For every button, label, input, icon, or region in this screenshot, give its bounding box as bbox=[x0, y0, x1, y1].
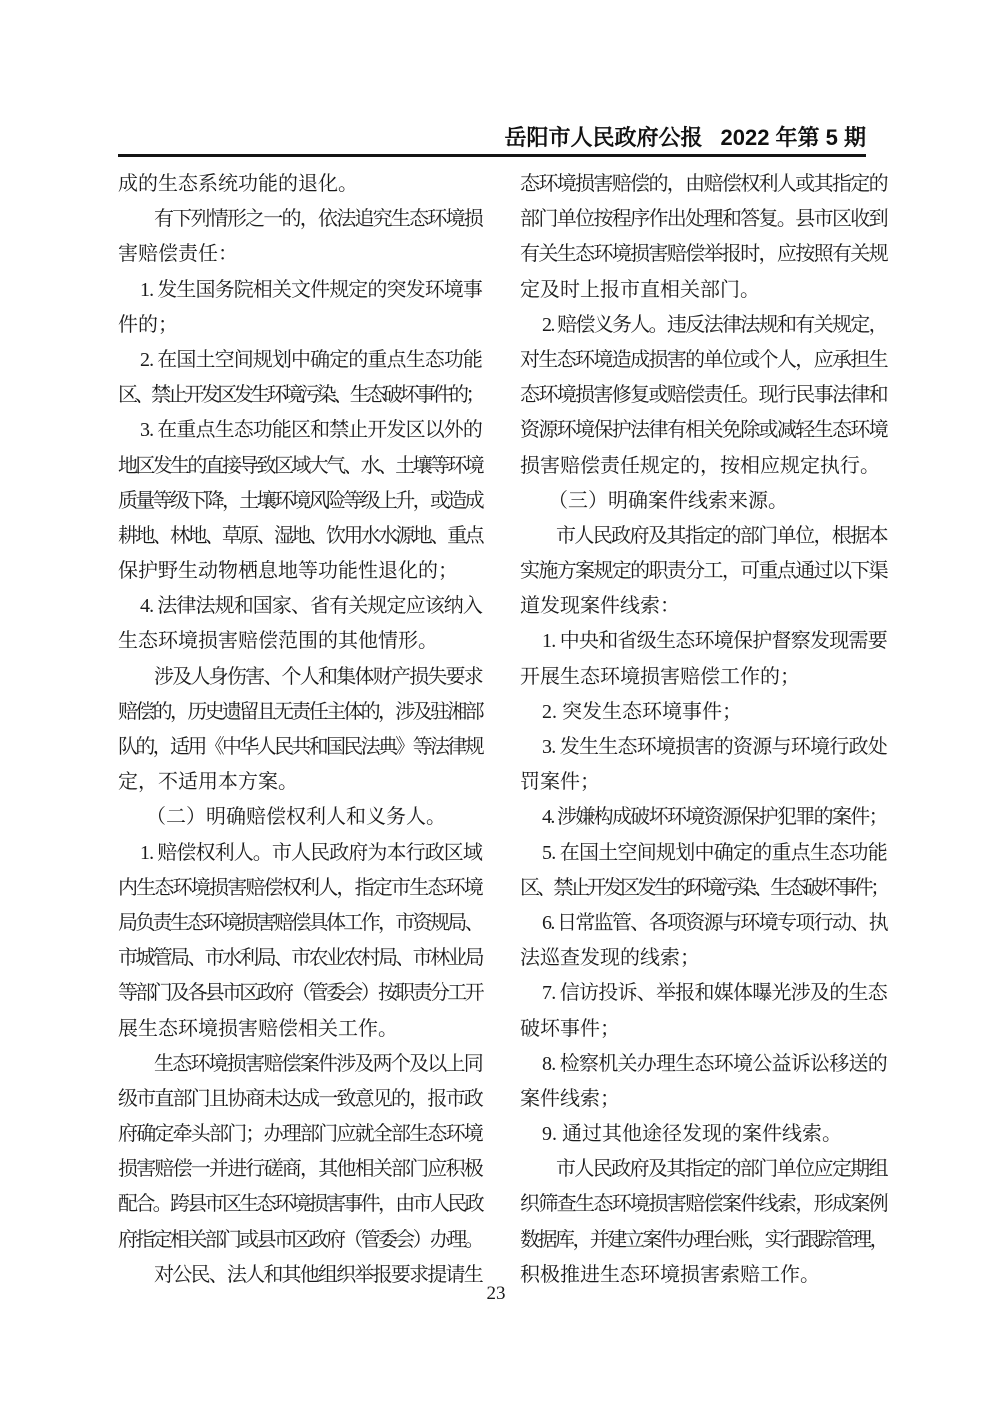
text-line: 损害赔偿责任规定的，按相应规定执行。 bbox=[520, 454, 880, 477]
text-line: 案件线索； bbox=[520, 1087, 620, 1110]
text-line: 1. 赔偿权利人。市人民政府为本行政区域 bbox=[140, 841, 482, 864]
text-line: 罚案件； bbox=[520, 771, 600, 794]
text-line: 1. 发生国务院相关文件规定的突发环境事 bbox=[140, 278, 482, 301]
text-line: 2. 突发生态环境事件； bbox=[542, 700, 742, 723]
text-line: 道发现案件线索： bbox=[520, 595, 680, 618]
text-line: 4. 涉嫌构成破坏环境资源保护犯罪的案件； bbox=[542, 806, 887, 829]
text-line: 损害赔偿一并进行磋商，其他相关部门应积极 bbox=[118, 1158, 482, 1181]
text-line: 定，不适用本方案。 bbox=[118, 771, 298, 794]
text-line: 等部门及各县市区政府（管委会）按职责分工开 bbox=[118, 982, 482, 1005]
page-number: 23 bbox=[486, 1283, 506, 1304]
text-line: 展生态环境损害赔偿相关工作。 bbox=[118, 1017, 398, 1040]
text-line: 资源环境保护法律有相关免除或减轻生态环境 bbox=[520, 419, 887, 442]
text-line: 对公民、法人和其他组织举报要求提请生 bbox=[154, 1263, 482, 1286]
text-line: 队的，适用《中华人民共和国民法典》等法律规 bbox=[118, 736, 482, 758]
text-line: 涉及人身伤害、个人和集体财产损失要求 bbox=[154, 665, 482, 688]
text-line: 2. 在国土空间规划中确定的重点生态功能 bbox=[140, 348, 482, 371]
text-line: 3. 在重点生态功能区和禁止开发区以外的 bbox=[140, 419, 482, 442]
text-line: 6. 日常监管、各项资源与环境专项行动、执 bbox=[542, 911, 887, 934]
text-line: 保护野生动物栖息地等功能性退化的； bbox=[118, 560, 458, 583]
text-line: 耕地、林地、草原、湿地、饮用水水源地、重点 bbox=[118, 524, 482, 547]
gazette-title: 岳阳市人民政府公报 bbox=[504, 125, 703, 150]
text-line: （二）明确赔偿权利人和义务人。 bbox=[146, 806, 446, 829]
text-line: 生态环境损害赔偿案件涉及两个及以上同 bbox=[154, 1052, 482, 1075]
text-line: 市城管局、市水利局、市农业农村局、市林业局 bbox=[118, 947, 482, 970]
text-line: 府确定牵头部门；办理部门应就全部生态环境 bbox=[118, 1123, 482, 1146]
text-line: 成的生态系统功能的退化。 bbox=[118, 173, 358, 195]
text-line: 府指定相关部门或县市区政府（管委会）办理。 bbox=[118, 1228, 482, 1251]
text-line: 7. 信访投诉、举报和媒体曝光涉及的生态 bbox=[542, 982, 887, 1005]
header-rule bbox=[118, 154, 866, 157]
text-line: 3. 发生生态环境损害的资源与环境行政处 bbox=[542, 736, 887, 758]
text-line: 4. 法律法规和国家、省有关规定应该纳入 bbox=[140, 595, 482, 618]
text-line: 内生态环境损害赔偿权利人，指定市生态环境 bbox=[118, 876, 482, 899]
text-line: 局负责生态环境损害赔偿具体工作，市资规局、 bbox=[118, 911, 482, 934]
text-line: 态环境损害赔偿的，由赔偿权利人或其指定的 bbox=[520, 173, 887, 195]
text-line: 赔偿的，历史遗留且无责任主体的，涉及驻湘部 bbox=[118, 700, 482, 723]
text-line: 害赔偿责任： bbox=[118, 243, 238, 266]
text-line: 区、禁止开发区发生环境污染、生态破坏事件的； bbox=[118, 384, 483, 407]
text-line: 2. 赔偿义务人。违反法律法规和有关规定， bbox=[542, 313, 887, 336]
text-line: 5. 在国土空间规划中确定的重点生态功能 bbox=[542, 841, 887, 864]
text-line: 有关生态环境损害赔偿举报时，应按照有关规 bbox=[520, 243, 887, 266]
text-line: 积极推进生态环境损害索赔工作。 bbox=[520, 1263, 820, 1286]
text-line: 实施方案规定的职责分工，可重点通过以下渠 bbox=[520, 560, 887, 583]
text-line: 破坏事件； bbox=[520, 1017, 620, 1040]
text-line: 态环境损害修复或赔偿责任。现行民事法律和 bbox=[520, 384, 887, 407]
text-line: 市人民政府及其指定的部门单位应定期组 bbox=[556, 1158, 888, 1181]
text-line: 织筛查生态环境损害赔偿案件线索，形成案例 bbox=[520, 1193, 887, 1216]
gazette-issue: 2022 年第 5 期 bbox=[720, 125, 866, 150]
text-line: 数据库，并建立案件办理台账，实行跟踪管理， bbox=[520, 1228, 888, 1251]
text-line: 法巡查发现的线索； bbox=[520, 947, 700, 970]
text-line: 定及时上报市直相关部门。 bbox=[520, 278, 760, 301]
text-column-right bbox=[520, 167, 887, 1293]
text-line: 生态环境损害赔偿范围的其他情形。 bbox=[118, 630, 438, 653]
text-line: 区、禁止开发区发生的环境污染、生态破坏事件； bbox=[520, 876, 887, 899]
text-line: 配合。跨县市区生态环境损害事件，由市人民政 bbox=[118, 1193, 482, 1216]
text-line: 部门单位按程序作出处理和答复。县市区收到 bbox=[520, 208, 887, 231]
text-line: 地区发生的直接导致区域大气、水、土壤等环境 bbox=[118, 454, 482, 477]
text-line: 8. 检察机关办理生态环境公益诉讼移送的 bbox=[542, 1052, 887, 1075]
text-line: 级市直部门且协商未达成一致意见的，报市政 bbox=[118, 1087, 482, 1110]
text-line: 对生态环境造成损害的单位或个人，应承担生 bbox=[520, 348, 887, 371]
text-line: 质量等级下降，土壤环境风险等级上升，或造成 bbox=[118, 489, 482, 512]
text-line: 1. 中央和省级生态环境保护督察发现需要 bbox=[542, 630, 887, 653]
text-line: 开展生态环境损害赔偿工作的； bbox=[520, 665, 800, 688]
text-line: 9. 通过其他途径发现的案件线索。 bbox=[542, 1123, 842, 1146]
text-column-left bbox=[118, 167, 482, 1293]
text-line: 件的； bbox=[118, 313, 178, 336]
page-header bbox=[118, 125, 866, 151]
text-line: 有下列情形之一的，依法追究生态环境损 bbox=[154, 208, 482, 231]
text-line: 市人民政府及其指定的部门单位，根据本 bbox=[556, 524, 888, 547]
text-line: （三）明确案件线索来源。 bbox=[548, 489, 788, 512]
